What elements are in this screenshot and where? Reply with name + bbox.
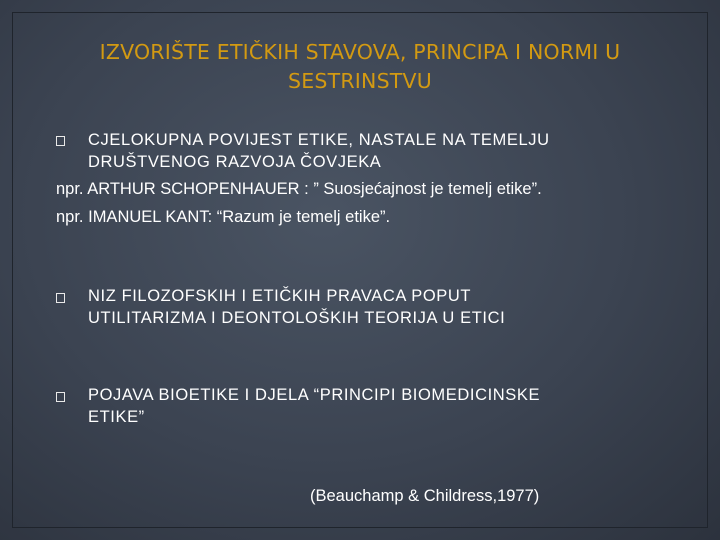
title-line-1: IZVORIŠTE ETIČKIH STAVOVA, PRINCIPA I NORMI U [99,40,621,64]
bullet-1-example-1: npr. ARTHUR SCHOPENHAUER : ” Suosjećajnost je temelj etike”. [56,180,542,198]
square-bullet-icon [56,136,65,146]
bullet-1-line-1: CJELOKUPNA POVIJEST ETIKE, NASTALE NA TEMELJU [88,131,550,149]
bullet-2-line-1: NIZ FILOZOFSKIH I ETIČKIH PRAVACA POPUT [88,287,472,305]
bullet-2-line-2: UTILITARIZMA I DEONTOLOŠKIH TEORIJA U ETICI [88,309,506,327]
bullet-3-line-2: ETIKE” [88,408,145,426]
square-bullet-icon [56,293,65,303]
title-line-2: SESTRINSTVU [288,69,432,93]
slide-title [40,38,680,96]
bullet-3-line-1: POJAVA BIOETIKE I DJELA “PRINCIPI BIOMEDICINSKE [88,386,541,404]
bullet-1-example-2: npr. IMANUEL KANT: “Razum je temelj etike”. [56,208,391,226]
bullet-1-line-2: DRUŠTVENOG RAZVOJA ČOVJEKA [88,153,382,171]
square-bullet-icon [56,392,65,402]
citation: (Beauchamp & Childress,1977) [310,487,540,505]
